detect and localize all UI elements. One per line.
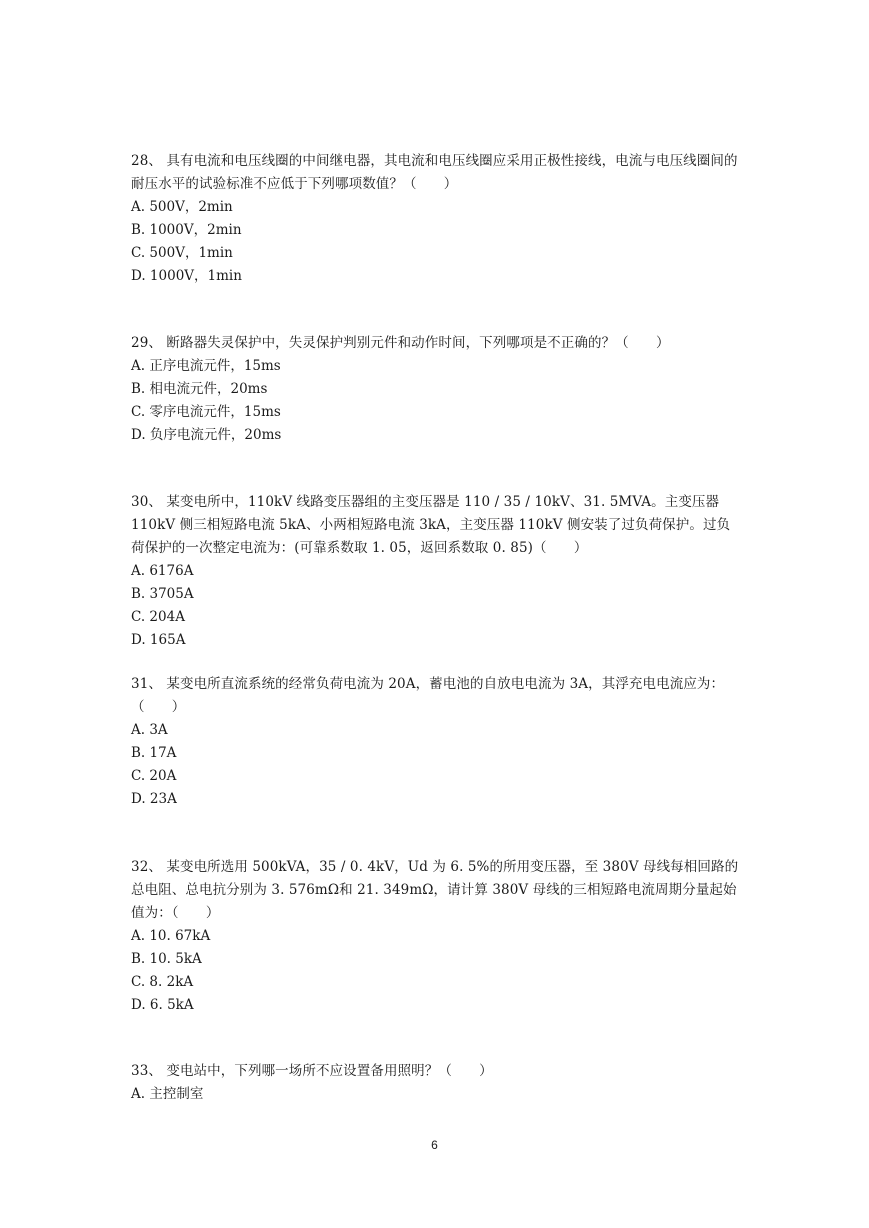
option-a: A. 500V，2min — [131, 199, 233, 215]
question-stem: 30、 某变电所中，110kV 线路变压器组的主变压器是 110 / 35 / 10kV、31. 5MVA。主变压器 110kV 侧三相短路电流 5kA、小两相短路电流 3kA，主变压器 110kV 侧安装了过负荷保护。过负荷保护的一次整定电流为：(可靠系数取 1. 05，返回系数取 0. 85)（ ） — [131, 494, 731, 556]
option-b: B. 10. 5kA — [131, 951, 202, 967]
option-a: A. 6176A — [131, 563, 194, 579]
option-list — [131, 719, 743, 811]
option-a: A. 正序电流元件，15ms — [131, 358, 281, 374]
option-d: D. 1000V，1min — [131, 268, 242, 284]
option-d: D. 6. 5kA — [131, 997, 194, 1013]
question-32 — [131, 856, 743, 1017]
option-b: B. 相电流元件，20ms — [131, 381, 268, 397]
question-stem: 33、 变电站中，下列哪一场所不应设置备用照明？（ ） — [131, 1063, 493, 1079]
option-b: B. 17A — [131, 745, 177, 761]
question-30 — [131, 491, 743, 652]
question-stem: 31、 某变电所直流系统的经常负荷电流为 20A，蓄电池的自放电电流为 3A，其浮充电电流应为：（ ） — [131, 676, 725, 715]
option-list — [131, 925, 743, 1017]
question-stem: 28、 具有电流和电压线圈的中间继电器，其电流和电压线圈应采用正极性接线，电流与电压线圈间的耐压水平的试验标准不应低于下列哪项数值？（ ） — [131, 153, 738, 192]
question-stem: 32、 某变电所选用 500kVA，35 / 0. 4kV，Ud 为 6. 5%的所用变压器，至 380V 母线每相回路的总电阻、总电抗分别为 3. 576mΩ和 21. 349mΩ，请计算 380V 母线的三相短路电流周期分量起始值为：（ ） — [131, 859, 739, 921]
option-c: C. 204A — [131, 609, 185, 625]
question-29 — [131, 332, 743, 447]
question-stem: 29、 断路器失灵保护中，失灵保护判别元件和动作时间，下列哪项是不正确的？（ ） — [131, 335, 670, 351]
option-c: C. 8. 2kA — [131, 974, 194, 990]
option-b: B. 1000V，2min — [131, 222, 242, 238]
option-d: D. 23A — [131, 791, 177, 807]
question-31 — [131, 673, 743, 811]
option-list — [131, 196, 743, 288]
option-a: A. 10. 67kA — [131, 928, 211, 944]
question-33 — [131, 1060, 743, 1106]
question-28 — [131, 150, 743, 288]
option-d: D. 165A — [131, 632, 186, 648]
option-list — [131, 355, 743, 447]
option-b: B. 3705A — [131, 586, 194, 602]
page-number: 6 — [431, 1138, 438, 1152]
option-list — [131, 560, 743, 652]
option-list — [131, 1083, 743, 1106]
option-c: C. 零序电流元件，15ms — [131, 404, 281, 420]
option-c: C. 500V，1min — [131, 245, 233, 261]
option-a: A. 3A — [131, 722, 168, 738]
option-c: C. 20A — [131, 768, 177, 784]
option-d: D. 负序电流元件，20ms — [131, 427, 282, 443]
option-a: A. 主控制室 — [131, 1086, 204, 1102]
